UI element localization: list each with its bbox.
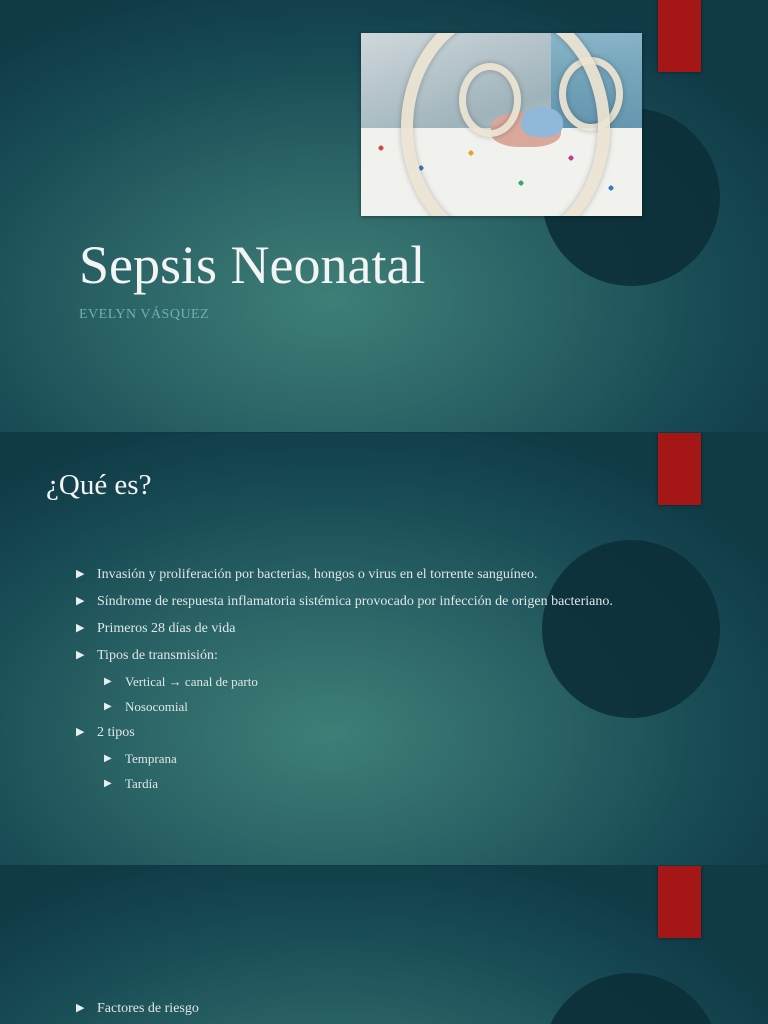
triangle-right-icon: ▶	[104, 701, 112, 712]
bullet-list	[76, 999, 636, 1024]
slide-risk-factors	[0, 866, 768, 1024]
list-item-text: Factores de riesgo	[97, 1001, 199, 1016]
presentation-title: Sepsis Neonatal	[79, 235, 426, 295]
triangle-right-icon: ▶	[76, 726, 85, 738]
list-item	[76, 619, 636, 638]
list-item-text: 2 tipos	[97, 725, 135, 740]
triangle-right-icon: ▶	[76, 622, 85, 634]
sub-list-item	[104, 673, 636, 691]
presentation-author: EVELYN VÁSQUEZ	[79, 307, 210, 322]
triangle-right-icon: ▶	[76, 1002, 85, 1014]
incubator-photo	[361, 33, 642, 216]
triangle-right-icon: ▶	[104, 676, 112, 687]
list-item-text: Invasión y proliferación por bacterias, hongos o virus en el torrente sanguíneo.	[97, 567, 538, 582]
list-item-text: Tipos de transmisión:	[97, 648, 218, 663]
sub-list-item	[104, 750, 636, 768]
decorative-red-bar	[658, 433, 701, 505]
decorative-red-bar	[658, 0, 701, 72]
list-item-text: Primeros 28 días de vida	[97, 621, 236, 636]
list-item-text: Tardía	[125, 776, 159, 791]
list-item	[76, 723, 636, 742]
list-item-text: Nosocomial	[125, 699, 188, 714]
list-item	[76, 999, 636, 1018]
slide-title	[0, 0, 768, 432]
triangle-right-icon: ▶	[104, 778, 112, 789]
sub-list-item	[104, 698, 636, 716]
sub-list-item	[104, 775, 636, 793]
list-item-text: Síndrome de respuesta inflamatoria sistémica provocado por infección de origen bacteriano.	[97, 594, 613, 609]
list-item-text: Vertical → canal de parto	[125, 674, 258, 689]
decorative-red-bar	[658, 866, 701, 938]
triangle-right-icon: ▶	[76, 595, 85, 607]
triangle-right-icon: ▶	[104, 753, 112, 764]
list-item	[76, 565, 636, 584]
list-item	[76, 592, 636, 611]
list-item-text: Temprana	[125, 751, 177, 766]
triangle-right-icon: ▶	[76, 568, 85, 580]
triangle-right-icon: ▶	[76, 649, 85, 661]
slide-heading: ¿Qué es?	[46, 469, 152, 501]
slide-definition	[0, 433, 768, 865]
photo-porthole-large	[401, 33, 610, 216]
list-item	[76, 646, 636, 665]
bullet-list	[76, 565, 636, 800]
